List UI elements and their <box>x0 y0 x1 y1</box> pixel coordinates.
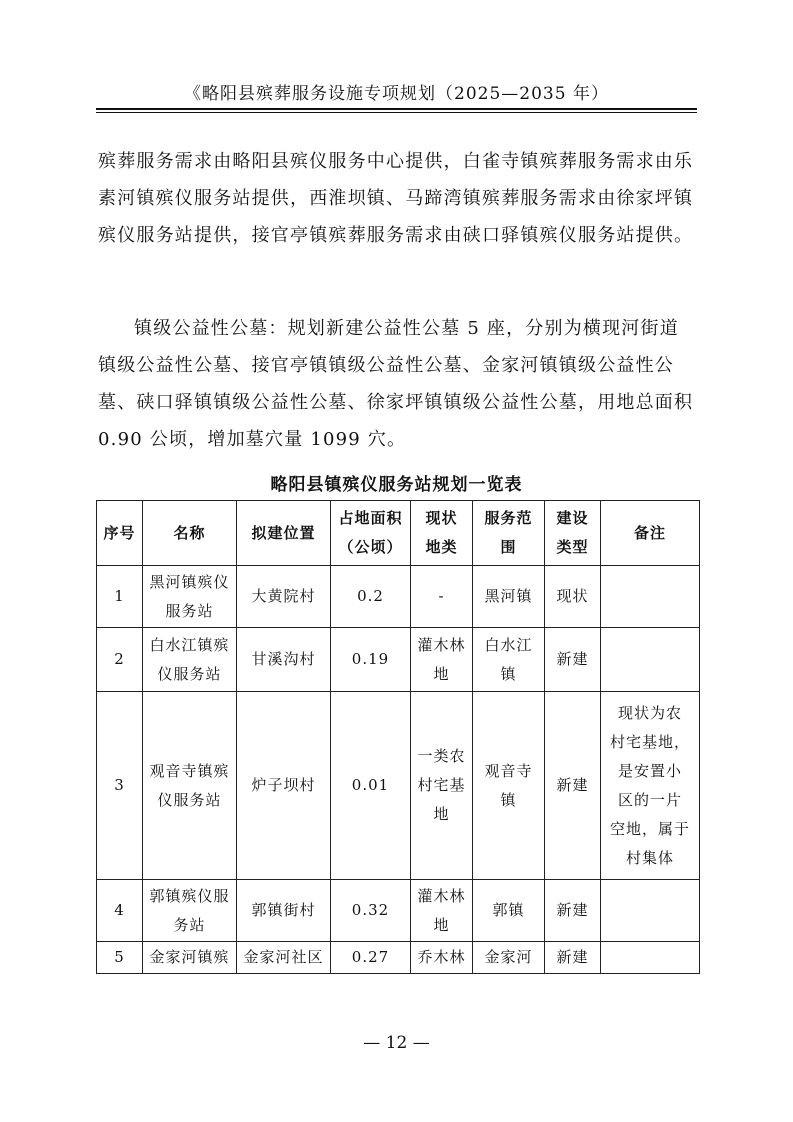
page-number: — 12 — <box>363 1033 430 1053</box>
cell-build-type: 新建 <box>545 942 601 974</box>
cell-area: 0.32 <box>331 880 411 942</box>
header-no: 序号 <box>97 501 143 566</box>
header-rule-thin <box>96 112 697 113</box>
table-title: 略阳县镇殡仪服务站规划一览表 <box>270 475 523 495</box>
cell-scope: 观音寺 镇 <box>473 692 545 880</box>
cell-location: 甘溪沟村 <box>237 628 331 692</box>
cell-location: 炉子坝村 <box>237 692 331 880</box>
header-area: 占地面积 （公顷） <box>331 501 411 566</box>
cell-note <box>601 942 700 974</box>
cell-note: 现状为农 村宅基地， 是安置小 区的一片 空地，属于 村集体 <box>601 692 700 880</box>
header-build-type: 建设 类型 <box>545 501 601 566</box>
cell-land-type: 灌木林 地 <box>411 628 473 692</box>
cell-area: 0.27 <box>331 942 411 974</box>
cell-location: 大黄院村 <box>237 566 331 628</box>
cell-note <box>601 566 700 628</box>
header-location: 拟建位置 <box>237 501 331 566</box>
cell-note <box>601 628 700 692</box>
header-name: 名称 <box>143 501 237 566</box>
cell-scope: 白水江 镇 <box>473 628 545 692</box>
paragraph-service-demand: 殡葬服务需求由略阳县殡仪服务中心提供，白雀寺镇殡葬服务需求由乐素河镇殡仪服务站提供，西淮坝镇、马蹄湾镇殡葬服务需求由徐家坪镇殡仪服务站提供，接官亭镇殡葬服务需求由硖口驿镇殡仪服务站提供。 <box>98 151 694 246</box>
cell-no: 1 <box>97 566 143 628</box>
cell-land-type: 灌木林 地 <box>411 880 473 942</box>
table-row <box>97 942 700 974</box>
cell-no: 3 <box>97 692 143 880</box>
cell-no: 4 <box>97 880 143 942</box>
cell-land-type: 一类农 村宅基 地 <box>411 692 473 880</box>
table-header-row <box>97 501 700 566</box>
stations-table <box>96 500 700 974</box>
cell-no: 2 <box>97 628 143 692</box>
cell-area: 0.19 <box>331 628 411 692</box>
header-note: 备注 <box>601 501 700 566</box>
table-row <box>97 566 700 628</box>
running-header: 《略阳县殡葬服务设施专项规划（2025—2035 年） <box>184 84 609 104</box>
header-land-type: 现状 地类 <box>411 501 473 566</box>
cell-land-type: 乔木林 <box>411 942 473 974</box>
table-row <box>97 628 700 692</box>
table-row <box>97 880 700 942</box>
table-row <box>97 692 700 880</box>
cell-build-type: 新建 <box>545 628 601 692</box>
cell-scope: 郭镇 <box>473 880 545 942</box>
header-service-scope: 服务范 围 <box>473 501 545 566</box>
cell-name: 郭镇殡仪服 务站 <box>143 880 237 942</box>
cell-location: 金家河社区 <box>237 942 331 974</box>
cell-area: 0.2 <box>331 566 411 628</box>
cell-build-type: 新建 <box>545 880 601 942</box>
cell-build-type: 现状 <box>545 566 601 628</box>
cell-location: 郭镇街村 <box>237 880 331 942</box>
cell-area: 0.01 <box>331 692 411 880</box>
cell-land-type: - <box>411 566 473 628</box>
cell-name: 白水江镇殡 仪服务站 <box>143 628 237 692</box>
cell-name: 观音寺镇殡 仪服务站 <box>143 692 237 880</box>
cell-name: 黑河镇殡仪 服务站 <box>143 566 237 628</box>
cell-name: 金家河镇殡 <box>143 942 237 974</box>
cell-build-type: 新建 <box>545 692 601 880</box>
cell-no: 5 <box>97 942 143 974</box>
header-rule-thick <box>96 108 697 110</box>
cell-scope: 金家河 <box>473 942 545 974</box>
cell-scope: 黑河镇 <box>473 566 545 628</box>
paragraph-public-cemetery: 镇级公益性公墓：规划新建公益性公墓 5 座，分别为横现河街道镇级公益性公墓、接官亭镇镇级公益性公墓、金家河镇镇级公益性公墓、硖口驿镇镇级公益性公墓、徐家坪镇镇级公益性公墓，用地总面积 0.90 公顷，增加墓穴量 1099 穴。 <box>98 318 694 450</box>
cell-note <box>601 880 700 942</box>
